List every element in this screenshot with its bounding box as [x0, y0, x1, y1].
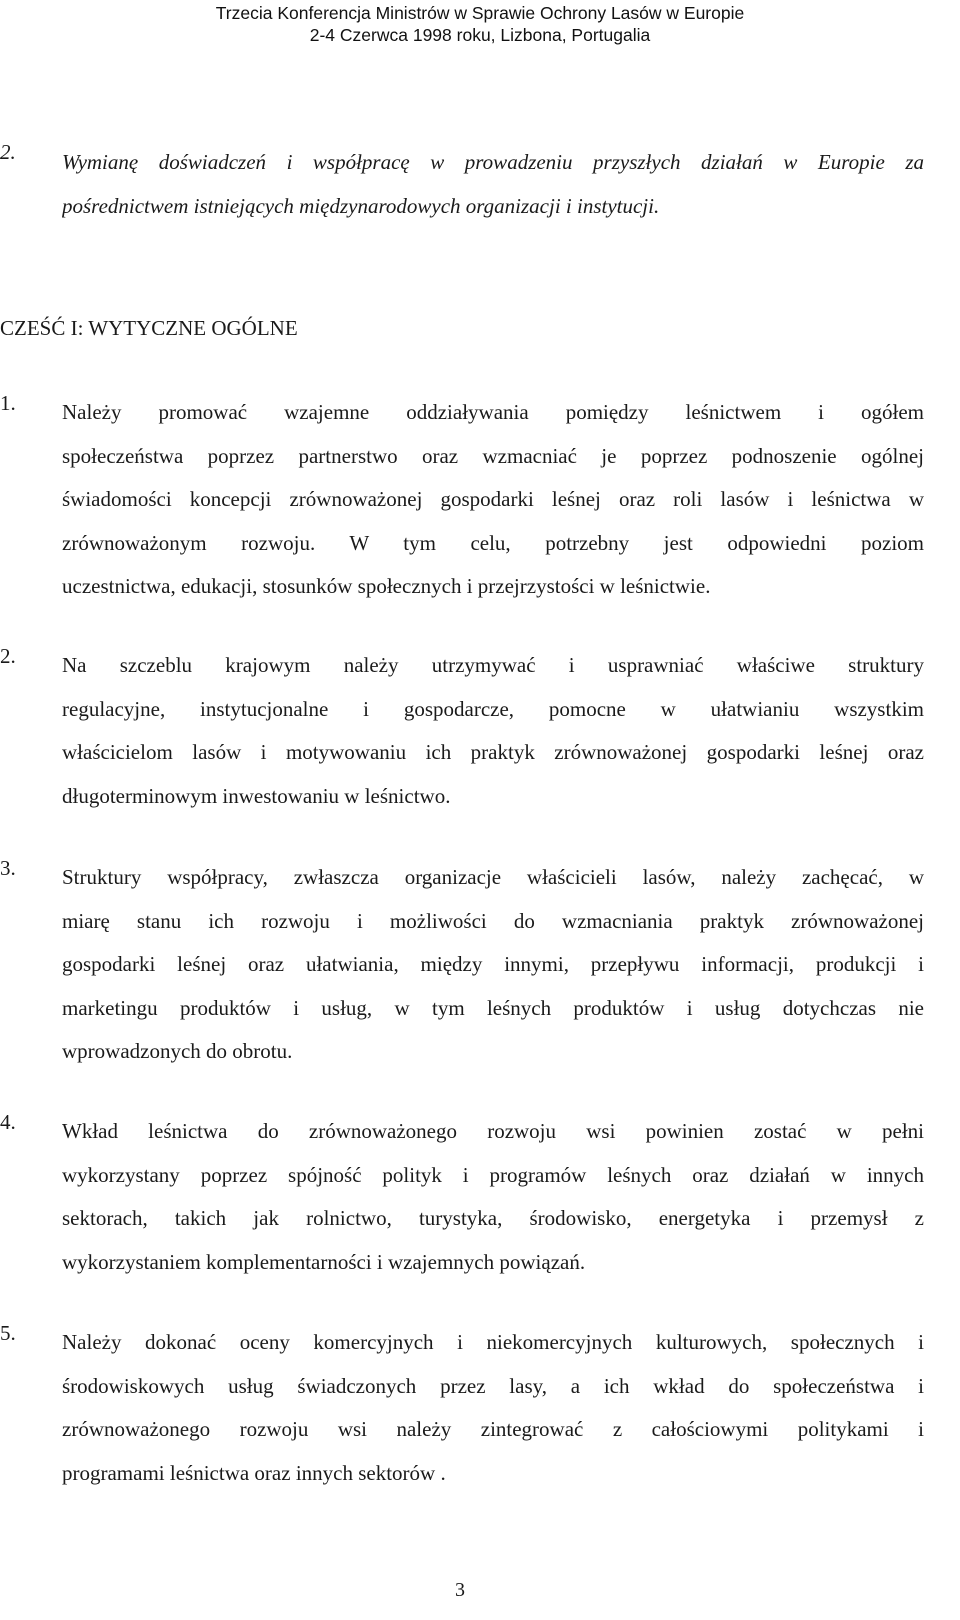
text-line: programami leśnictwa oraz innych sektorów . — [62, 1460, 446, 1485]
item-text — [62, 1321, 924, 1495]
page-header — [0, 2, 960, 46]
text-line: regulacyjne, instytucjonalne i gospodarcze, pomocne w ułatwianiu wszystkim — [62, 696, 924, 721]
text-line: wykorzystaniem komplementarności i wzajemnych powiązań. — [62, 1249, 586, 1274]
text-line: długoterminowym inwestowaniu w leśnictwo. — [62, 783, 451, 808]
item-text — [62, 1110, 924, 1284]
text-line: Wkład leśnictwa do zrównoważonego rozwoju wsi powinien zostać w pełni — [62, 1119, 924, 1143]
text-line: Struktury współpracy, zwłaszcza organizacje właścicieli lasów, należy zachęcać, w — [62, 865, 924, 889]
text-line: zrównoważonego rozwoju wsi należy zintegrować z całościowymi politykami i — [62, 1417, 924, 1441]
item-text — [62, 644, 924, 818]
item-number: 2. — [0, 644, 16, 668]
text-line: Należy dokonać oceny komercyjnych i niekomercyjnych kulturowych, społecznych i — [62, 1330, 924, 1354]
text-line: Należy promować wzajemne oddziaływania pomiędzy leśnictwem i ogółem — [62, 400, 924, 424]
item-number: 5. — [0, 1321, 16, 1345]
text-line: wykorzystany poprzez spójność polityk i programów leśnych oraz działań w innych — [62, 1162, 924, 1187]
conference-date-location: 2-4 Czerwca 1998 roku, Lizbona, Portugalia — [309, 25, 651, 45]
text-line: świadomości koncepcji zrównoważonej gospodarki leśnej oraz roli lasów i leśnictwa w — [62, 487, 924, 511]
text-line: Na szczeblu krajowym należy utrzymywać i usprawniać właściwe struktury — [62, 653, 924, 677]
text-line: sektorach, takich jak rolnictwo, turystyka, środowisko, energetyka i przemysł z — [62, 1206, 924, 1230]
text-line: uczestnictwa, edukacji, stosunków społecznych i przejrzystości w leśnictwie. — [62, 574, 711, 598]
text-line: gospodarki leśnej oraz ułatwiania, między innymi, przepływu informacji, produkcji i — [62, 952, 924, 976]
item-number: 3. — [0, 856, 16, 880]
item-text — [62, 391, 924, 609]
item-number: 4. — [0, 1110, 16, 1134]
text-line: Wymianę doświadczeń i współpracę w prowadzeniu przyszłych działań w Europie za — [62, 150, 924, 174]
text-line: środowiskowych usług świadczonych przez lasy, a ich wkład do społeczeństwa i — [62, 1373, 924, 1398]
page-number: 3 — [455, 1579, 465, 1601]
text-line: społeczeństwa poprzez partnerstwo oraz wzmacniać je poprzez podnoszenie ogólnej — [62, 443, 924, 468]
text-line: zrównoważonym rozwoju. W tym celu, potrzebny jest odpowiedni poziom — [62, 530, 924, 555]
item-number: 1. — [0, 391, 16, 415]
intro-item-text — [62, 140, 924, 228]
text-line: właścicielom lasów i motywowaniu ich praktyk zrównoważonej gospodarki leśnej oraz — [62, 740, 924, 764]
conference-title: Trzecia Konferencja Ministrów w Sprawie Ochrony Lasów w Europie — [215, 3, 745, 23]
text-line: miarę stanu ich rozwoju i możliwości do wzmacniania praktyk zrównoważonej — [62, 908, 924, 933]
text-line: pośrednictwem istniejących międzynarodowych organizacji i instytucji. — [62, 194, 660, 218]
intro-item-number: 2. — [0, 140, 16, 164]
text-line: marketingu produktów i usług, w tym leśnych produktów i usług dotychczas nie — [62, 995, 924, 1020]
text-line: wprowadzonych do obrotu. — [62, 1039, 293, 1063]
section-heading: CZEŚĆ I: WYTYCZNE OGÓLNE — [0, 316, 298, 340]
item-text — [62, 856, 924, 1074]
